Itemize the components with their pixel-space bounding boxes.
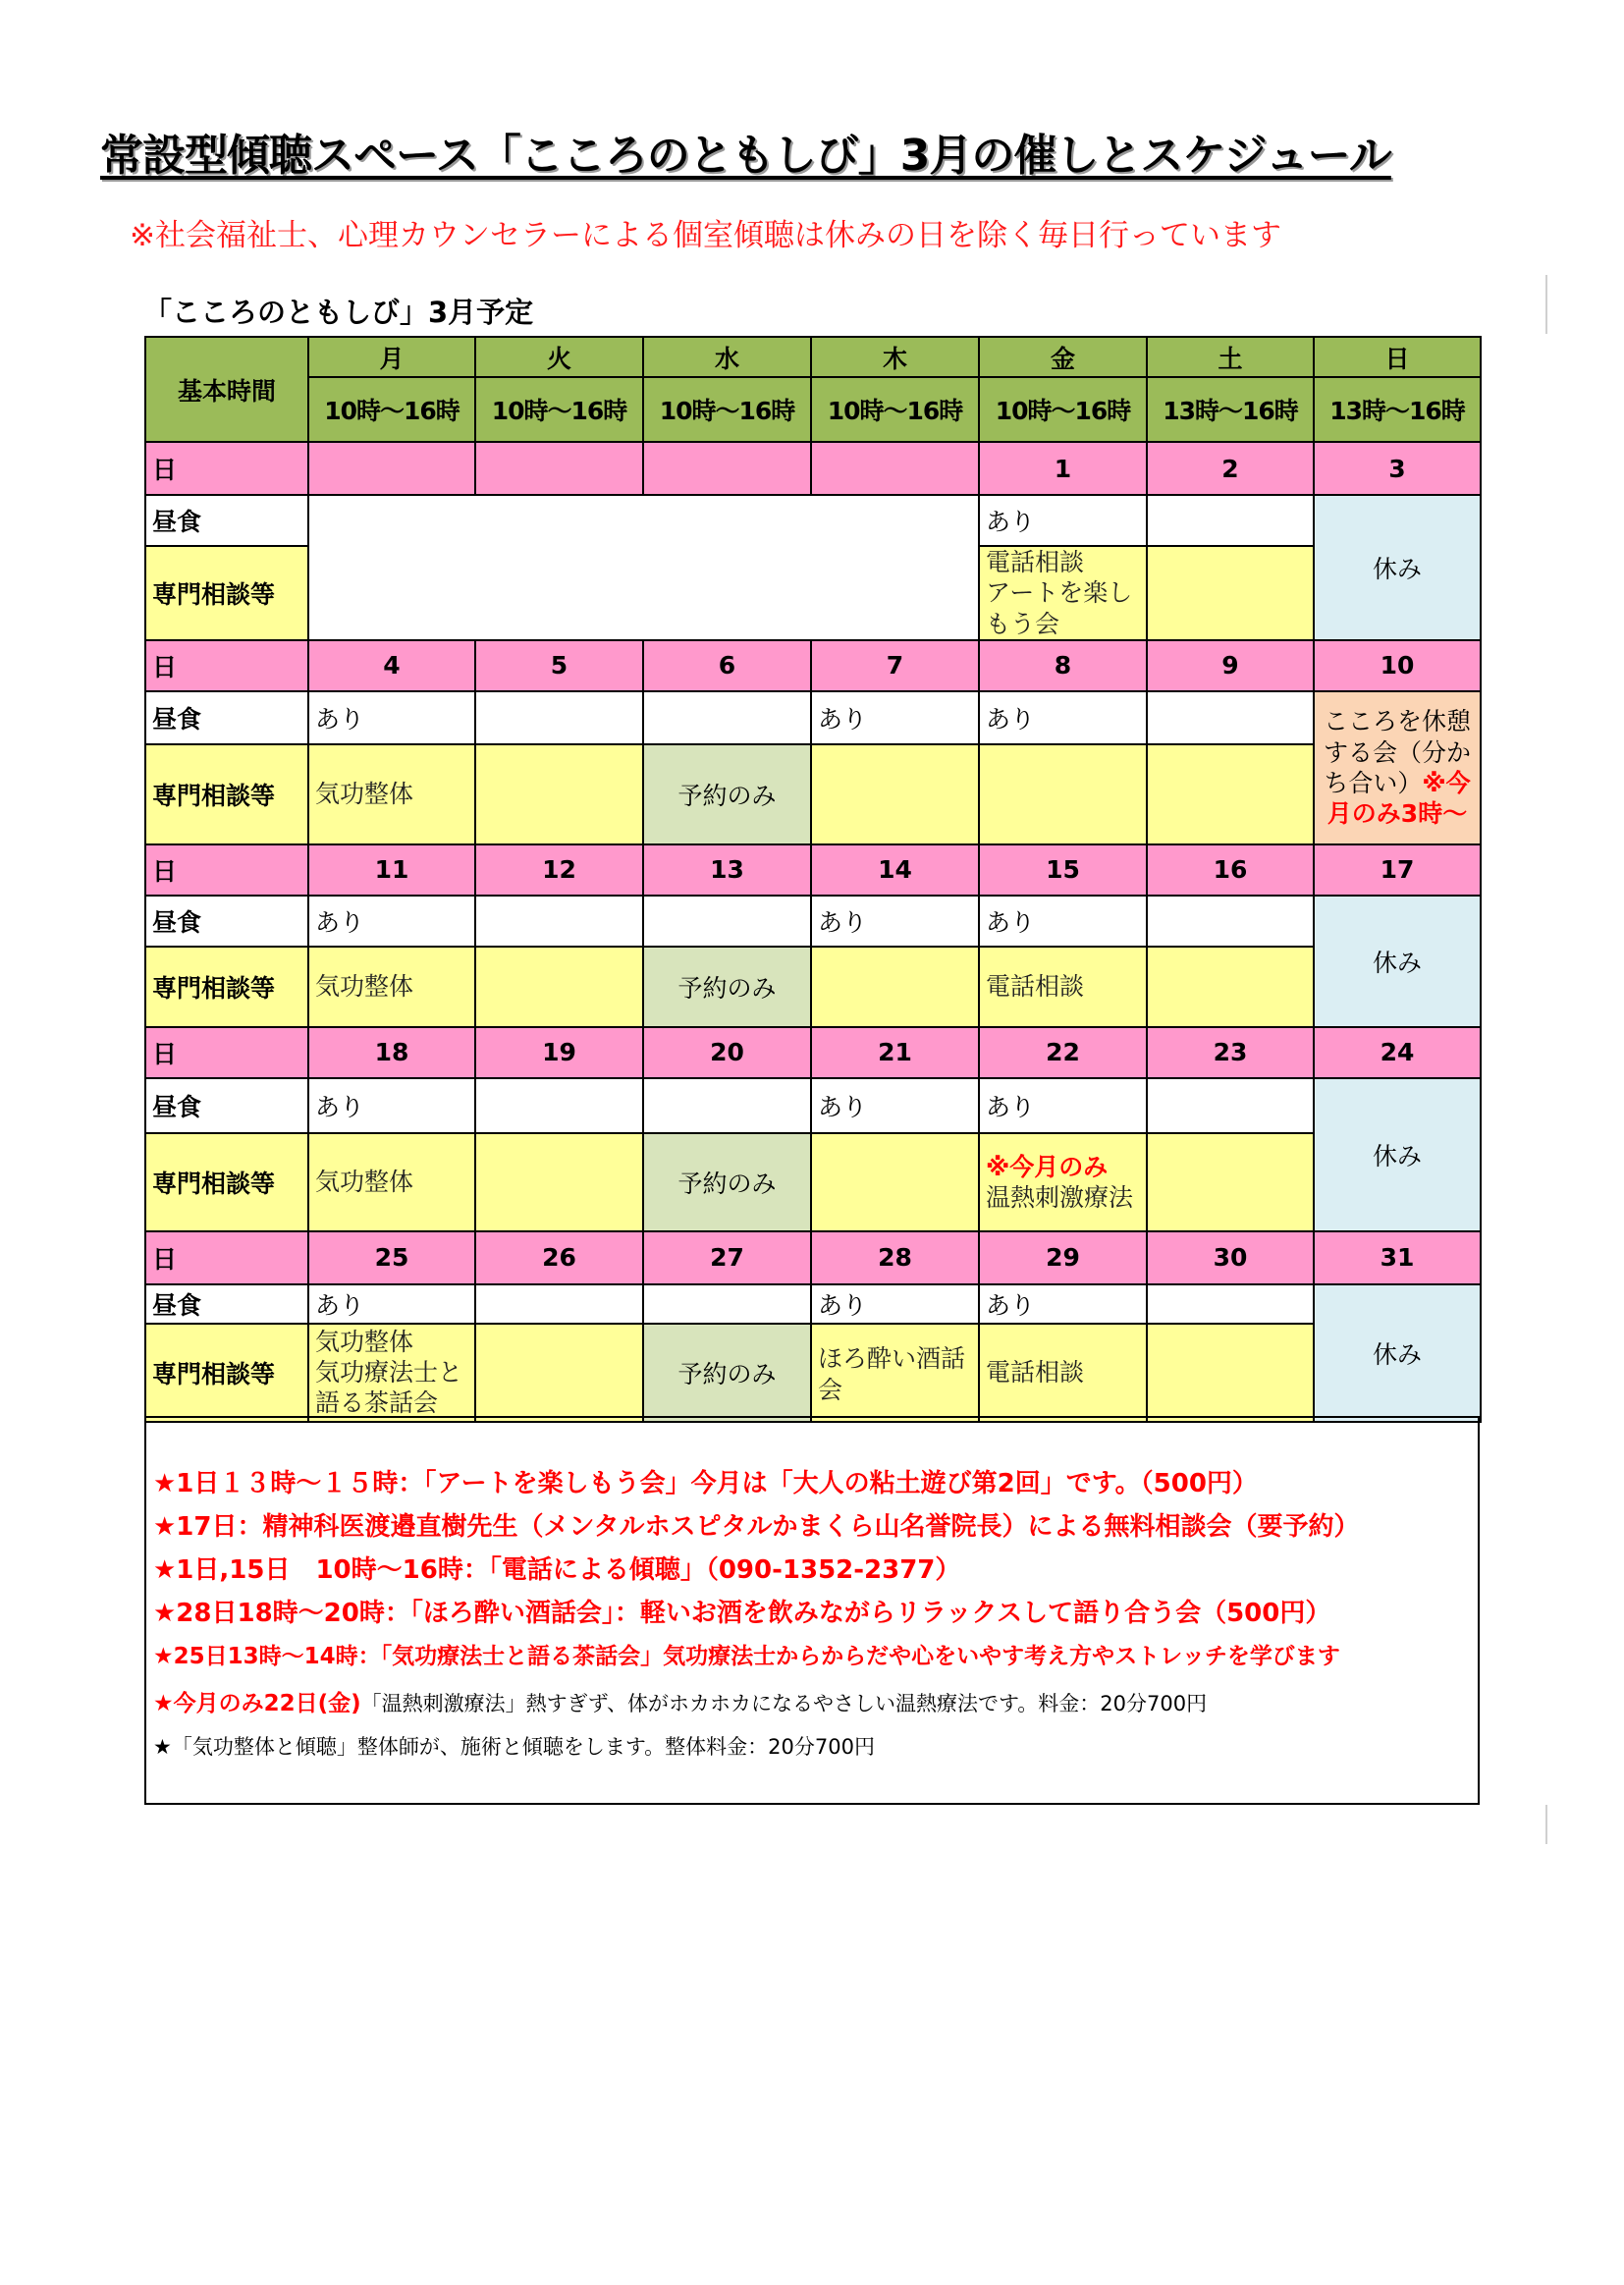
day-header-mon: 月 — [308, 337, 475, 377]
day-header-tue: 火 — [475, 337, 643, 377]
reservation-only-cell: 予約のみ — [643, 744, 811, 844]
lunch-cell: あり — [979, 1284, 1147, 1324]
date-cell: 8 — [979, 640, 1147, 691]
lunch-cell — [475, 1078, 643, 1133]
date-cell: 11 — [308, 844, 475, 896]
consult-cell — [811, 947, 979, 1027]
lunch-cell: あり — [811, 1078, 979, 1133]
consult-cell — [979, 744, 1147, 844]
date-cell: 19 — [475, 1027, 643, 1078]
day-label: 日 — [145, 1027, 308, 1078]
closed-cell: 休み — [1314, 495, 1481, 640]
date-cell: 18 — [308, 1027, 475, 1078]
consult-cell — [1147, 1133, 1314, 1231]
time-header-mon: 10時～16時 — [308, 377, 475, 442]
time-header-fri: 10時～16時 — [979, 377, 1147, 442]
date-cell: 27 — [643, 1231, 811, 1284]
consult-row — [145, 947, 1481, 1027]
date-cell: 15 — [979, 844, 1147, 896]
reservation-only-cell: 予約のみ — [643, 1133, 811, 1231]
sunday-event-cell — [1314, 691, 1481, 844]
day-header-sun: 日 — [1314, 337, 1481, 377]
consult-label: 専門相談等 — [145, 947, 308, 1027]
empty-block — [308, 495, 979, 640]
lunch-label: 昼食 — [145, 691, 308, 744]
lunch-cell — [475, 896, 643, 947]
note-free-consultation: ★17日：精神科医渡邉直樹先生（メンタルホスピタルかまくら山名誉院長）による無料相談会（要予約） — [153, 1512, 1360, 1542]
lunch-cell — [475, 1284, 643, 1324]
consult-cell — [979, 546, 1147, 640]
note-sake-talk: ★28日18時～20時：「ほろ酔い酒話会」：軽いお酒を飲みながらリラックスして語り合う会（500円） — [153, 1599, 1331, 1628]
date-row — [145, 640, 1481, 691]
note-qigong-tea-party: ★25日13時～14時：「気功療法士と語る茶話会」気功療法士からからだや心をいやす考え方やストレッチを学びます — [153, 1644, 1340, 1669]
date-row — [145, 442, 1481, 495]
closed-cell: 休み — [1314, 1284, 1481, 1422]
consult-cell: 気功整体 — [308, 1133, 475, 1231]
date-cell — [308, 442, 475, 495]
lunch-row — [145, 495, 1481, 546]
lunch-label: 昼食 — [145, 1284, 308, 1324]
lunch-cell: あり — [811, 691, 979, 744]
day-label: 日 — [145, 844, 308, 896]
consult-cell — [475, 947, 643, 1027]
consult-cell — [811, 1133, 979, 1231]
consult-cell: ほろ酔い酒話会 — [811, 1324, 979, 1422]
consult-text: アートを楽しもう会 — [986, 578, 1133, 638]
note-heat-therapy — [153, 1685, 1207, 1717]
day-header-thu: 木 — [811, 337, 979, 377]
date-cell: 2 — [1147, 442, 1314, 495]
date-cell: 23 — [1147, 1027, 1314, 1078]
consult-row — [145, 1133, 1481, 1231]
consult-text: 気功整体 — [315, 1327, 414, 1356]
consult-cell — [1147, 1324, 1314, 1422]
consult-cell: 気功整体 — [308, 947, 475, 1027]
lunch-cell: あり — [979, 1078, 1147, 1133]
consult-text: 電話相談 — [986, 548, 1085, 576]
time-header-sat: 13時～16時 — [1147, 377, 1314, 442]
consult-note: ※今月のみ — [986, 1152, 1109, 1181]
lunch-row — [145, 1284, 1481, 1324]
date-cell: 28 — [811, 1231, 979, 1284]
lunch-cell — [475, 691, 643, 744]
lunch-row — [145, 691, 1481, 744]
day-label: 日 — [145, 442, 308, 495]
consult-cell — [1147, 947, 1314, 1027]
consult-cell — [979, 1133, 1147, 1231]
consult-cell — [308, 1324, 475, 1422]
basic-time-header: 基本時間 — [145, 337, 308, 442]
lunch-cell: あり — [811, 1284, 979, 1324]
date-cell: 30 — [1147, 1231, 1314, 1284]
note-heat-therapy-label: ★今月のみ22日(金) — [153, 1691, 361, 1716]
consult-text: 温熱刺激療法 — [986, 1182, 1134, 1212]
note-art-event: ★1日１３時～１５時：「アートを楽しもう会」今月は「大人の粘土遊び第2回」です。（500円） — [153, 1469, 1258, 1498]
date-cell: 4 — [308, 640, 475, 691]
header-days-row — [145, 337, 1481, 377]
consult-text: 気功療法士と語る茶話会 — [315, 1358, 463, 1418]
lunch-cell: あり — [979, 896, 1147, 947]
note-qigong-seitai: ★「気功整体と傾聴」整体師が、施術と傾聴をします。整体料金：20分700円 — [153, 1735, 875, 1759]
date-cell: 6 — [643, 640, 811, 691]
date-cell: 10 — [1314, 640, 1481, 691]
reservation-only-cell: 予約のみ — [643, 947, 811, 1027]
time-header-thu: 10時～16時 — [811, 377, 979, 442]
lunch-cell: あり — [979, 495, 1147, 546]
lunch-cell — [643, 1284, 811, 1324]
lunch-cell: あり — [979, 691, 1147, 744]
consult-cell — [475, 1324, 643, 1422]
notice-text: ※社会福祉士、心理カウンセラーによる個室傾聴は休みの日を除く毎日行っています — [130, 218, 1281, 253]
closed-cell: 休み — [1314, 896, 1481, 1027]
date-cell: 7 — [811, 640, 979, 691]
day-label: 日 — [145, 640, 308, 691]
lunch-label: 昼食 — [145, 896, 308, 947]
lunch-cell — [1147, 896, 1314, 947]
time-header-sun: 13時～16時 — [1314, 377, 1481, 442]
date-cell: 29 — [979, 1231, 1147, 1284]
date-cell — [475, 442, 643, 495]
time-header-wed: 10時～16時 — [643, 377, 811, 442]
lunch-label: 昼食 — [145, 1078, 308, 1133]
lunch-cell: あり — [308, 1284, 475, 1324]
date-cell: 26 — [475, 1231, 643, 1284]
closed-cell: 休み — [1314, 1078, 1481, 1231]
date-cell: 17 — [1314, 844, 1481, 896]
date-cell: 1 — [979, 442, 1147, 495]
date-cell: 20 — [643, 1027, 811, 1078]
consult-cell: 電話相談 — [979, 947, 1147, 1027]
schedule-subtitle: 「こころのともしび」3月予定 — [143, 296, 534, 329]
consult-label: 専門相談等 — [145, 744, 308, 844]
consult-cell — [811, 744, 979, 844]
date-row — [145, 1027, 1481, 1078]
note-phone-listening: ★1日,15日 10時～16時：「電話による傾聴」（090-1352-2377） — [153, 1555, 961, 1585]
sunday-event-note: ※今月のみ3時～ — [1326, 768, 1471, 828]
lunch-cell — [643, 896, 811, 947]
consult-cell — [1147, 546, 1314, 640]
consult-row — [145, 744, 1481, 844]
page-title: 常設型傾聴スペース「こころのともしび」3月の催しとスケジュール — [100, 131, 1391, 181]
time-header-tue: 10時～16時 — [475, 377, 643, 442]
lunch-label: 昼食 — [145, 495, 308, 546]
consult-row — [145, 1324, 1481, 1422]
date-cell: 24 — [1314, 1027, 1481, 1078]
lunch-cell: あり — [308, 1078, 475, 1133]
date-cell: 9 — [1147, 640, 1314, 691]
date-cell: 21 — [811, 1027, 979, 1078]
lunch-cell — [643, 1078, 811, 1133]
lunch-cell — [1147, 495, 1314, 546]
date-cell: 31 — [1314, 1231, 1481, 1284]
date-cell: 3 — [1314, 442, 1481, 495]
consult-label: 専門相談等 — [145, 1324, 308, 1422]
date-cell: 16 — [1147, 844, 1314, 896]
consult-cell — [1147, 744, 1314, 844]
consult-cell — [475, 1133, 643, 1231]
day-label: 日 — [145, 1231, 308, 1284]
day-header-sat: 土 — [1147, 337, 1314, 377]
note-heat-therapy-text: 「温熱刺激療法」熱すぎず、体がホカホカになるやさしい温熱療法です。料金：20分700円 — [360, 1692, 1208, 1715]
header-times-row — [145, 377, 1481, 442]
date-cell: 13 — [643, 844, 811, 896]
day-header-fri: 金 — [979, 337, 1147, 377]
date-cell: 14 — [811, 844, 979, 896]
date-row — [145, 844, 1481, 896]
day-header-wed: 水 — [643, 337, 811, 377]
lunch-cell — [1147, 1284, 1314, 1324]
consult-cell — [475, 744, 643, 844]
lunch-cell — [1147, 691, 1314, 744]
consult-label: 専門相談等 — [145, 546, 308, 640]
date-row — [145, 1231, 1481, 1284]
reservation-only-cell: 予約のみ — [643, 1324, 811, 1422]
sunday-event-text: こころを休憩する会（分かち合い） — [1323, 707, 1471, 797]
edge-mark — [1545, 275, 1547, 334]
date-cell: 22 — [979, 1027, 1147, 1078]
lunch-cell: あり — [308, 896, 475, 947]
edge-mark — [1545, 1805, 1547, 1844]
consult-label: 専門相談等 — [145, 1133, 308, 1231]
lunch-row — [145, 896, 1481, 947]
consult-cell: 電話相談 — [979, 1324, 1147, 1422]
lunch-row — [145, 1078, 1481, 1133]
consult-cell: 気功整体 — [308, 744, 475, 844]
date-cell: 5 — [475, 640, 643, 691]
date-cell: 12 — [475, 844, 643, 896]
date-cell — [643, 442, 811, 495]
date-cell — [811, 442, 979, 495]
lunch-cell: あり — [811, 896, 979, 947]
lunch-cell — [643, 691, 811, 744]
date-cell: 25 — [308, 1231, 475, 1284]
lunch-cell: あり — [308, 691, 475, 744]
lunch-cell — [1147, 1078, 1314, 1133]
schedule-table — [144, 336, 1482, 1423]
